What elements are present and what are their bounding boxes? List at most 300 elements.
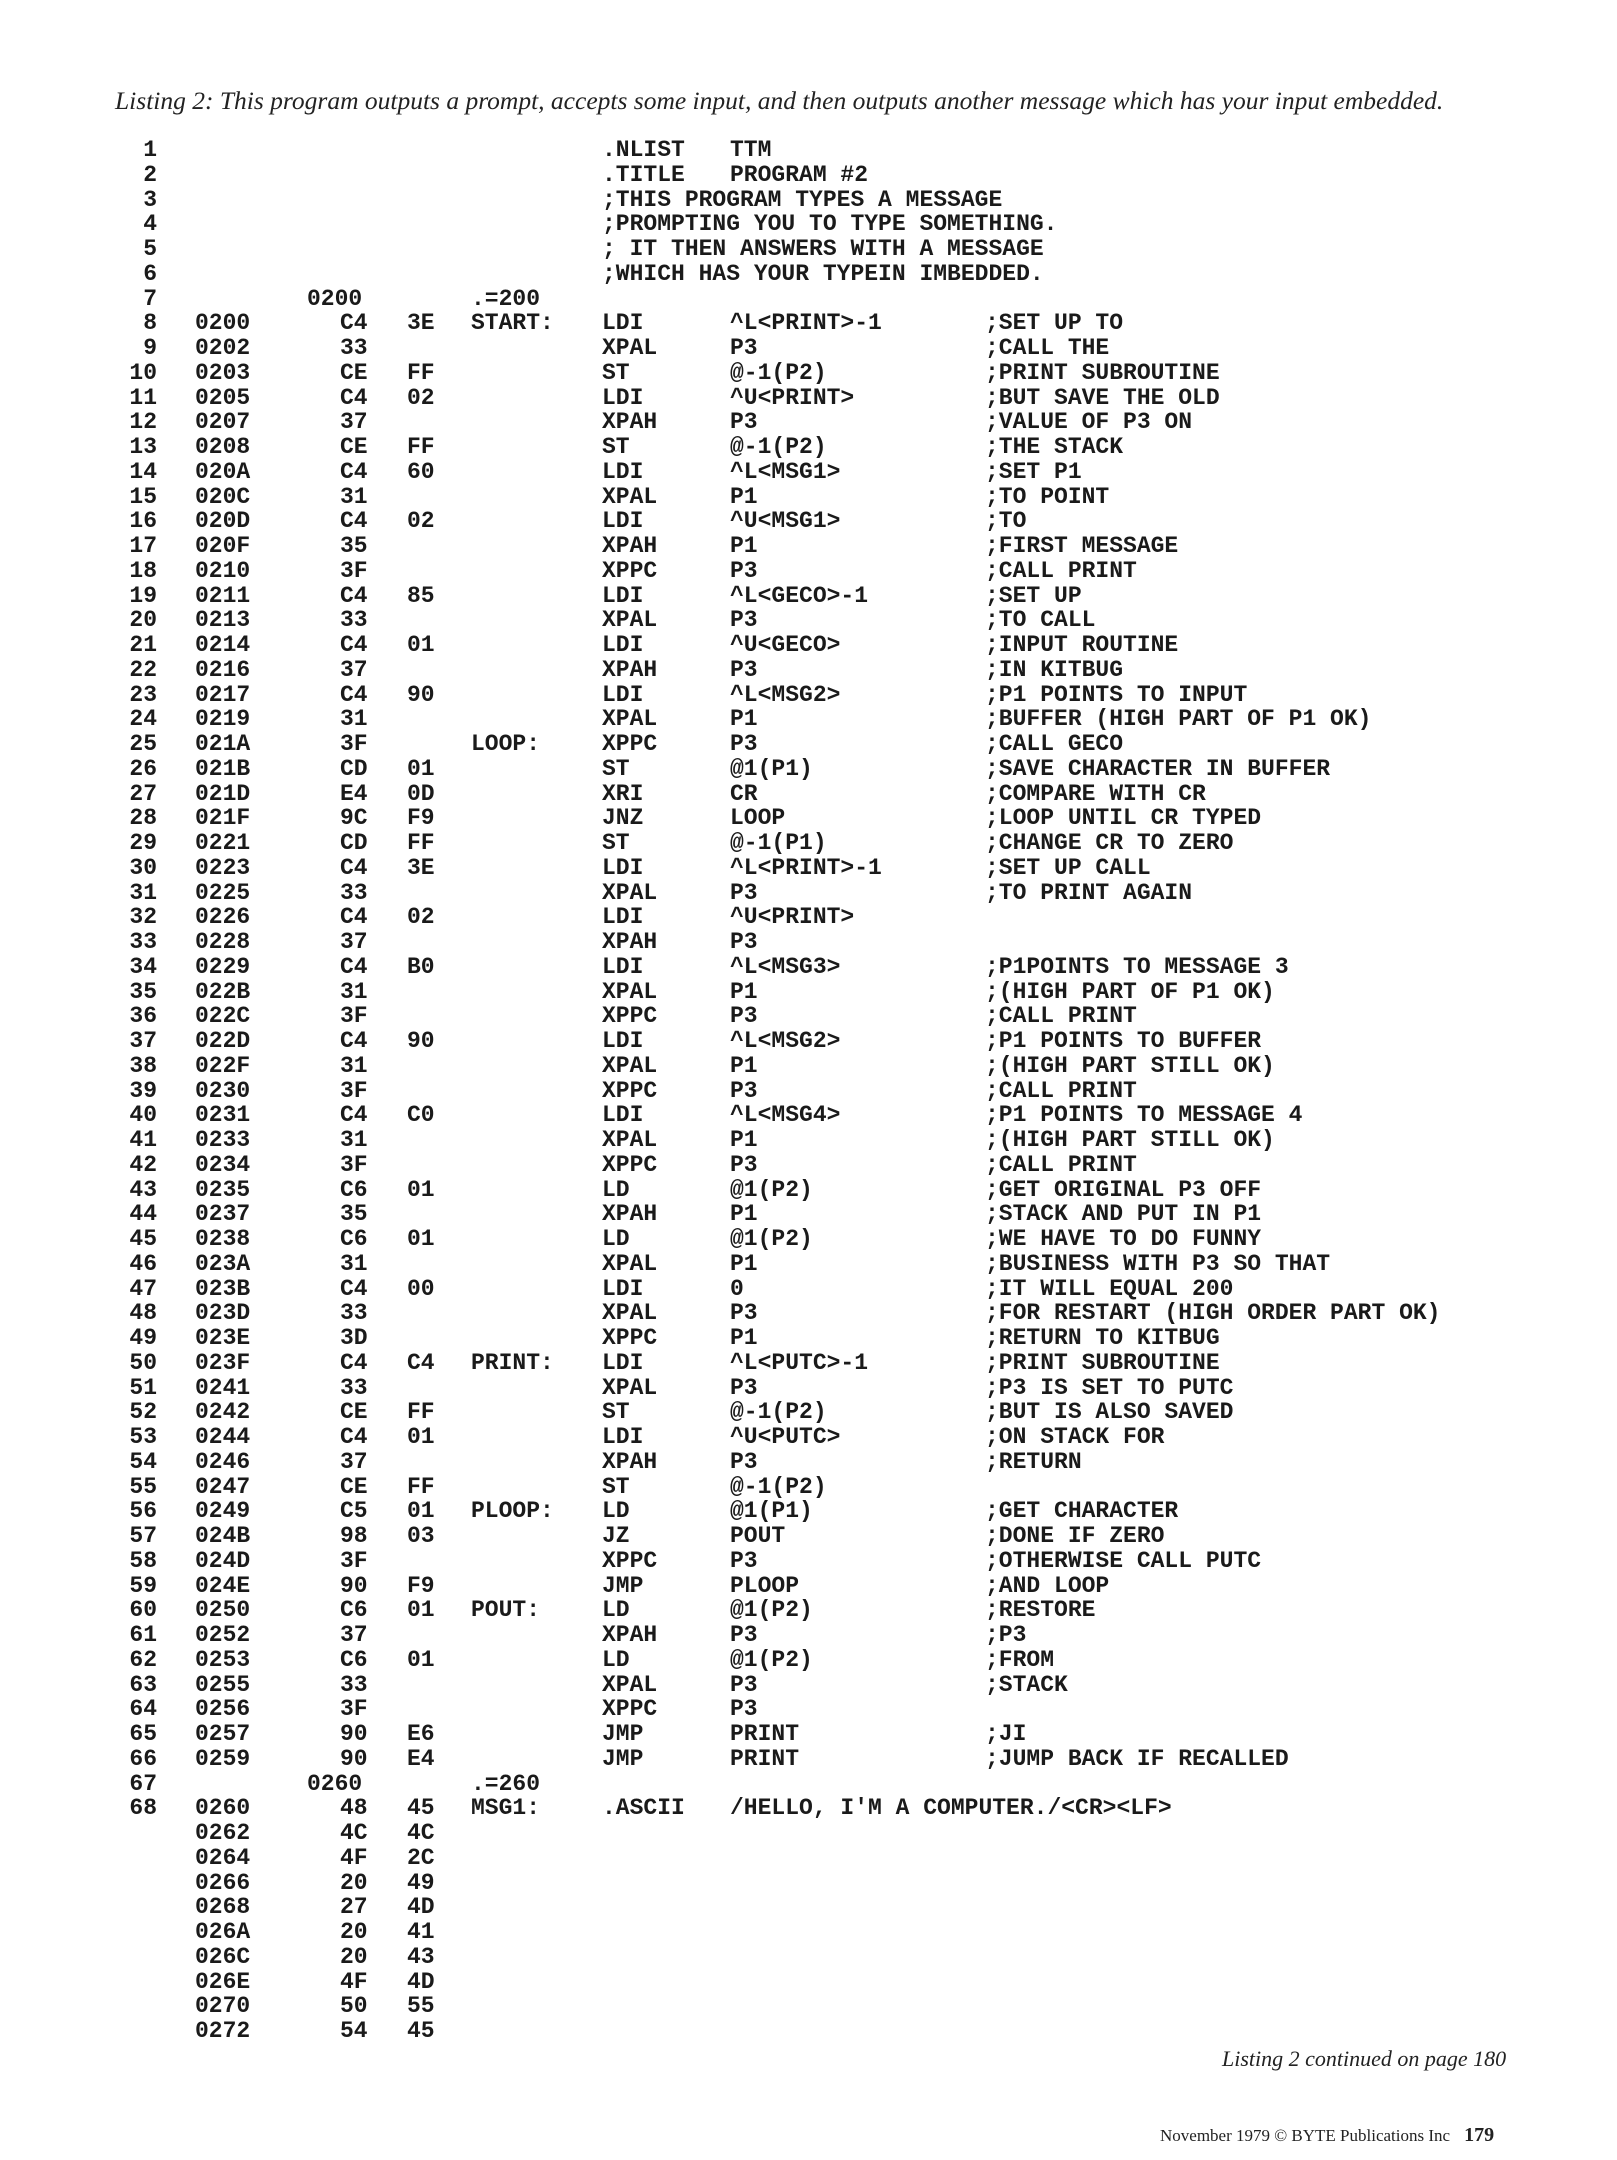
operand: @1(P2) xyxy=(730,1646,813,1673)
comment: ;CHANGE CR TO ZERO xyxy=(985,830,1234,856)
address: 0210 xyxy=(195,557,251,584)
line-number: 36 xyxy=(129,1003,157,1030)
operand: PLOOP xyxy=(730,1572,800,1599)
address: 0266 xyxy=(195,1869,251,1896)
byte-1: C4 xyxy=(340,508,368,535)
opcode: XPPC xyxy=(602,731,658,757)
byte-2: 2C xyxy=(407,1844,435,1871)
operand: P3 xyxy=(730,1077,758,1104)
operand: ^U<GECO> xyxy=(730,632,841,658)
byte-1: 3F xyxy=(340,557,368,584)
label: LOOP: xyxy=(471,731,541,757)
comment: ;(HIGH PART OF P1 OK) xyxy=(985,978,1275,1005)
byte-1: 37 xyxy=(340,409,368,436)
operand: P3 xyxy=(730,409,758,436)
comment: ;IT WILL EQUAL 200 xyxy=(985,1275,1234,1302)
address: 022B xyxy=(195,978,251,1005)
byte-1: CE xyxy=(340,1473,368,1500)
address: 0247 xyxy=(195,1473,251,1500)
comment: ;THE STACK xyxy=(985,434,1124,460)
line-number: 45 xyxy=(129,1226,157,1252)
operand: ^L<MSG2> xyxy=(730,1028,841,1054)
operand: ^L<MSG1> xyxy=(730,458,841,485)
opcode: LDI xyxy=(602,1349,644,1376)
comment: ;FOR RESTART (HIGH ORDER PART OK) xyxy=(985,1300,1441,1327)
byte-1: 3F xyxy=(340,1547,368,1574)
byte-2: FF xyxy=(407,1399,435,1426)
opcode: LDI xyxy=(602,1102,644,1129)
address: 022F xyxy=(195,1052,251,1079)
operand: ^L<PUTC>-1 xyxy=(730,1349,869,1376)
opcode: XPPC xyxy=(602,1151,658,1178)
opcode: XPAL xyxy=(602,1374,658,1401)
opcode: XPAH xyxy=(602,656,658,683)
comment: ;CALL THE xyxy=(985,335,1110,361)
byte-1: C4 xyxy=(340,632,368,658)
page-footer xyxy=(1160,2124,1494,2147)
line-number: 7 xyxy=(143,285,157,312)
byte-1: 4F xyxy=(340,1968,368,1995)
comment: ;JUMP BACK IF RECALLED xyxy=(985,1745,1289,1772)
byte-2: 01 xyxy=(407,1176,435,1203)
operand: @-1(P2) xyxy=(730,359,827,386)
byte-2: 01 xyxy=(407,632,435,658)
line-number: 46 xyxy=(129,1250,157,1277)
byte-1: CD xyxy=(340,830,368,856)
opcode: XPAL xyxy=(602,1127,658,1153)
address: 026A xyxy=(195,1919,251,1945)
line-number: 21 xyxy=(129,632,157,658)
byte-2: 01 xyxy=(407,1226,435,1252)
address: 022D xyxy=(195,1028,251,1054)
byte-1: 35 xyxy=(340,1201,368,1228)
line-number: 3 xyxy=(143,186,157,213)
opcode: LDI xyxy=(602,1424,644,1450)
comment: ;P3 IS SET TO PUTC xyxy=(985,1374,1234,1401)
byte-2: 3E xyxy=(407,310,435,337)
operand: @1(P1) xyxy=(730,1498,813,1525)
byte-2: 02 xyxy=(407,904,435,931)
address: 023F xyxy=(195,1349,251,1376)
label: POUT: xyxy=(471,1597,541,1624)
operand: P3 xyxy=(730,1003,758,1030)
byte-2: 03 xyxy=(407,1523,435,1549)
address: 021D xyxy=(195,780,251,807)
byte-2: 01 xyxy=(407,1498,435,1525)
comment: ;FIRST MESSAGE xyxy=(985,533,1179,559)
opcode: XPAL xyxy=(602,335,658,361)
line-number: 68 xyxy=(129,1795,157,1822)
opcode: LDI xyxy=(602,310,644,337)
address: 0260 xyxy=(195,1795,251,1822)
operand: ^U<MSG1> xyxy=(730,508,841,535)
byte-1: CE xyxy=(340,1399,368,1426)
byte-1: C4 xyxy=(340,904,368,931)
byte-1: 31 xyxy=(340,706,368,733)
operand: @-1(P1) xyxy=(730,830,827,856)
comment: ;SET UP TO xyxy=(985,310,1124,337)
line-number: 62 xyxy=(129,1646,157,1673)
byte-1: C4 xyxy=(340,1028,368,1054)
address: 0256 xyxy=(195,1696,251,1723)
byte-1: 31 xyxy=(340,978,368,1005)
line-number: 5 xyxy=(143,236,157,262)
operand: P3 xyxy=(730,1671,758,1698)
byte-2: FF xyxy=(407,434,435,460)
byte-2: 45 xyxy=(407,1795,435,1822)
line-number: 27 xyxy=(129,780,157,807)
operand: TTM xyxy=(730,137,772,163)
address: 023B xyxy=(195,1275,251,1302)
byte-2: 0D xyxy=(407,780,435,807)
address: 020F xyxy=(195,533,251,559)
operand: POUT xyxy=(730,1523,786,1549)
line-number: 25 xyxy=(129,731,157,757)
opcode: ST xyxy=(602,830,630,856)
line-number: 54 xyxy=(129,1448,157,1475)
line-number: 48 xyxy=(129,1300,157,1327)
byte-1: 4C xyxy=(340,1820,368,1846)
opcode: .NLIST xyxy=(602,137,685,163)
byte-1: 20 xyxy=(340,1943,368,1970)
byte-1: 37 xyxy=(340,1622,368,1648)
byte-2: E4 xyxy=(407,1745,435,1772)
comment: ;P3 xyxy=(985,1622,1027,1648)
operand: P1 xyxy=(730,533,758,559)
byte-1: 20 xyxy=(340,1919,368,1945)
comment: ;GET CHARACTER xyxy=(985,1498,1179,1525)
operand: ^L<GECO>-1 xyxy=(730,582,869,609)
address: 022C xyxy=(195,1003,251,1030)
comment: ;SAVE CHARACTER IN BUFFER xyxy=(985,755,1331,782)
byte-2: F9 xyxy=(407,805,435,832)
byte-2: 90 xyxy=(407,681,435,708)
opcode: LDI xyxy=(602,904,644,931)
line-number: 57 xyxy=(129,1523,157,1549)
operand: P1 xyxy=(730,1250,758,1277)
comment: ;TO xyxy=(985,508,1027,535)
operand: P3 xyxy=(730,1300,758,1327)
opcode: LDI xyxy=(602,458,644,485)
operand: ^U<PUTC> xyxy=(730,1424,841,1450)
line-number: 13 xyxy=(129,434,157,460)
line-number: 53 xyxy=(129,1424,157,1450)
byte-1: 3F xyxy=(340,731,368,757)
operand: 0 xyxy=(730,1275,744,1302)
address: 021B xyxy=(195,755,251,782)
address: 0203 xyxy=(195,359,251,386)
line-number: 11 xyxy=(129,384,157,411)
opcode: ;PROMPTING YOU TO TYPE SOMETHING. xyxy=(602,211,1058,238)
address: 020A xyxy=(195,458,251,485)
comment: ;RESTORE xyxy=(985,1597,1096,1624)
comment: ;TO POINT xyxy=(985,483,1110,510)
line-number: 23 xyxy=(129,681,157,708)
line-number: 43 xyxy=(129,1176,157,1203)
comment: ;RETURN TO KITBUG xyxy=(985,1325,1220,1351)
comment: ;P1POINTS TO MESSAGE 3 xyxy=(985,953,1289,980)
operand: P1 xyxy=(730,1325,758,1351)
opcode: XPAL xyxy=(602,978,658,1005)
byte-1: 20 xyxy=(340,1869,368,1896)
line-number: 51 xyxy=(129,1374,157,1401)
opcode: XPAL xyxy=(602,483,658,510)
operand: P3 xyxy=(730,607,758,634)
address: 024D xyxy=(195,1547,251,1574)
comment: ;BUT IS ALSO SAVED xyxy=(985,1399,1234,1426)
byte-1: 3F xyxy=(340,1077,368,1104)
byte-1: C4 xyxy=(340,384,368,411)
address: 0219 xyxy=(195,706,251,733)
line-number: 24 xyxy=(129,706,157,733)
opcode: ST xyxy=(602,755,630,782)
byte-2: 00 xyxy=(407,1275,435,1302)
label: .=200 xyxy=(471,285,541,312)
byte-1: 4F xyxy=(340,1844,368,1871)
byte-1: 90 xyxy=(340,1721,368,1747)
address: 0241 xyxy=(195,1374,251,1401)
comment: ;BUT SAVE THE OLD xyxy=(985,384,1220,411)
address: 0226 xyxy=(195,904,251,931)
address: 0250 xyxy=(195,1597,251,1624)
address: 0216 xyxy=(195,656,251,683)
byte-2: F9 xyxy=(407,1572,435,1599)
operand: P3 xyxy=(730,656,758,683)
byte-1: C4 xyxy=(340,458,368,485)
opcode: XPPC xyxy=(602,1077,658,1104)
opcode: XPAH xyxy=(602,929,658,955)
comment: ;TO PRINT AGAIN xyxy=(985,879,1193,906)
comment: ;PRINT SUBROUTINE xyxy=(985,1349,1220,1376)
address: 0249 xyxy=(195,1498,251,1525)
operand: P1 xyxy=(730,1127,758,1153)
byte-1: 37 xyxy=(340,656,368,683)
byte-2: 3E xyxy=(407,854,435,881)
opcode: JNZ xyxy=(602,805,644,832)
address: 023E xyxy=(195,1325,251,1351)
address: 0262 xyxy=(195,1820,251,1846)
address: 0229 xyxy=(195,953,251,980)
line-number: 10 xyxy=(129,359,157,386)
comment: ;SET UP xyxy=(985,582,1082,609)
address: 0257 xyxy=(195,1721,251,1747)
byte-1: 33 xyxy=(340,1374,368,1401)
opcode: XPAL xyxy=(602,607,658,634)
operand: LOOP xyxy=(730,805,786,832)
line-number: 42 xyxy=(129,1151,157,1178)
byte-1: 3D xyxy=(340,1325,368,1351)
address: 0255 xyxy=(195,1671,251,1698)
address: 0207 xyxy=(195,409,251,436)
address: 0272 xyxy=(195,2018,251,2044)
opcode: XRI xyxy=(602,780,644,807)
operand: ^L<PRINT>-1 xyxy=(730,310,882,337)
byte-1: 54 xyxy=(340,2018,368,2044)
byte-2: E6 xyxy=(407,1721,435,1747)
line-number: 12 xyxy=(129,409,157,436)
operand: PRINT xyxy=(730,1745,800,1772)
address: 0264 xyxy=(195,1844,251,1871)
byte-1: 31 xyxy=(340,1250,368,1277)
byte-1: C6 xyxy=(340,1226,368,1252)
byte-1: E4 xyxy=(340,780,368,807)
comment: ;PRINT SUBROUTINE xyxy=(985,359,1220,386)
byte-2: FF xyxy=(407,830,435,856)
operand: @-1(P2) xyxy=(730,1473,827,1500)
address: 0234 xyxy=(195,1151,251,1178)
label: PRINT: xyxy=(471,1349,554,1376)
operand: @-1(P2) xyxy=(730,434,827,460)
line-number: 2 xyxy=(143,161,157,188)
address: 026C xyxy=(195,1943,251,1970)
address: 0223 xyxy=(195,854,251,881)
opcode: LD xyxy=(602,1646,630,1673)
line-number: 34 xyxy=(129,953,157,980)
line-number: 56 xyxy=(129,1498,157,1525)
byte-1: 50 xyxy=(340,1993,368,2020)
comment: ;CALL PRINT xyxy=(985,557,1137,584)
address: 026E xyxy=(195,1968,251,1995)
comment: ;OTHERWISE CALL PUTC xyxy=(985,1547,1262,1574)
line-number: 8 xyxy=(143,310,157,337)
comment: ;STACK xyxy=(985,1671,1068,1698)
comment: ;LOOP UNTIL CR TYPED xyxy=(985,805,1262,832)
byte-1: 31 xyxy=(340,483,368,510)
comment: ;P1 POINTS TO INPUT xyxy=(985,681,1248,708)
byte-1: 33 xyxy=(340,607,368,634)
line-number: 52 xyxy=(129,1399,157,1426)
continued-note: Listing 2 continued on page 180 xyxy=(1222,2046,1507,2071)
byte-1: CD xyxy=(340,755,368,782)
byte-2: B0 xyxy=(407,953,435,980)
byte-2: 01 xyxy=(407,1424,435,1450)
operand: P3 xyxy=(730,335,758,361)
operand: P3 xyxy=(730,1547,758,1574)
operand: P3 xyxy=(730,1696,758,1723)
opcode: .TITLE xyxy=(602,161,685,188)
byte-1: 48 xyxy=(340,1795,368,1822)
comment: ;SET P1 xyxy=(985,458,1082,485)
byte-1: 31 xyxy=(340,1052,368,1079)
byte-2: FF xyxy=(407,359,435,386)
line-number: 33 xyxy=(129,929,157,955)
opcode: XPAL xyxy=(602,1052,658,1079)
address: 0252 xyxy=(195,1622,251,1648)
line-number: 4 xyxy=(143,211,157,238)
opcode: LDI xyxy=(602,1028,644,1054)
line-number: 16 xyxy=(129,508,157,535)
operand: P3 xyxy=(730,879,758,906)
address: 0213 xyxy=(195,607,251,634)
opcode: JZ xyxy=(602,1523,630,1549)
operand: P3 xyxy=(730,1622,758,1648)
byte-2: 01 xyxy=(407,1597,435,1624)
byte-1: 3F xyxy=(340,1151,368,1178)
opcode: XPAH xyxy=(602,409,658,436)
operand: @1(P2) xyxy=(730,1226,813,1252)
line-number: 26 xyxy=(129,755,157,782)
line-number: 65 xyxy=(129,1721,157,1747)
line-number: 37 xyxy=(129,1028,157,1054)
address: 0237 xyxy=(195,1201,251,1228)
byte-2: 85 xyxy=(407,582,435,609)
line-number: 9 xyxy=(143,335,157,361)
operand: ^U<PRINT> xyxy=(730,904,855,931)
opcode: LD xyxy=(602,1498,630,1525)
opcode: XPPC xyxy=(602,557,658,584)
line-number: 29 xyxy=(129,830,157,856)
opcode: LDI xyxy=(602,854,644,881)
address: 0270 xyxy=(195,1993,251,2020)
byte-1: 33 xyxy=(340,1671,368,1698)
address: 0235 xyxy=(195,1176,251,1203)
line-number: 28 xyxy=(129,805,157,832)
line-number: 44 xyxy=(129,1201,157,1228)
comment: ;CALL PRINT xyxy=(985,1077,1137,1104)
line-number: 15 xyxy=(129,483,157,510)
comment: ;AND LOOP xyxy=(985,1572,1110,1599)
opcode: XPPC xyxy=(602,1003,658,1030)
opcode: ; IT THEN ANSWERS WITH A MESSAGE xyxy=(602,236,1044,262)
byte-1: C4 xyxy=(340,854,368,881)
line-number: 1 xyxy=(143,137,157,163)
comment: ;BUSINESS WITH P3 SO THAT xyxy=(985,1250,1331,1277)
byte-1: 33 xyxy=(340,879,368,906)
address: 0253 xyxy=(195,1646,251,1673)
opcode: ;THIS PROGRAM TYPES A MESSAGE xyxy=(602,186,1003,213)
line-number: 6 xyxy=(143,260,157,287)
operand: P1 xyxy=(730,483,758,510)
address: 0233 xyxy=(195,1127,251,1153)
operand: CR xyxy=(730,780,758,807)
address: 024B xyxy=(195,1523,251,1549)
opcode: LDI xyxy=(602,508,644,535)
byte-1: C4 xyxy=(340,681,368,708)
address: 0244 xyxy=(195,1424,251,1450)
opcode: XPAL xyxy=(602,1671,658,1698)
byte-2: 02 xyxy=(407,508,435,535)
operand: P3 xyxy=(730,1448,758,1475)
byte-2: C0 xyxy=(407,1102,435,1129)
byte-1: 33 xyxy=(340,1300,368,1327)
opcode: XPAL xyxy=(602,1250,658,1277)
listing-caption: Listing 2: This program outputs a prompt, accepts some input, and then outputs another message which has your input embedded. xyxy=(115,86,1444,115)
line-number: 20 xyxy=(129,607,157,634)
line-number: 39 xyxy=(129,1077,157,1104)
byte-1: C4 xyxy=(340,1424,368,1450)
line-number: 61 xyxy=(129,1622,157,1648)
byte-1: C6 xyxy=(340,1176,368,1203)
label: .=260 xyxy=(471,1770,541,1797)
operand: ^L<MSG2> xyxy=(730,681,841,708)
byte-1: C4 xyxy=(340,953,368,980)
comment: ;WE HAVE TO DO FUNNY xyxy=(985,1226,1262,1252)
address: 0268 xyxy=(195,1894,251,1921)
comment: ;TO CALL xyxy=(985,607,1096,634)
line-number: 66 xyxy=(129,1745,157,1772)
byte-1: C4 xyxy=(340,582,368,609)
address: 0202 xyxy=(195,335,251,361)
comment: ;CALL GECO xyxy=(985,731,1124,757)
comment: ;STACK AND PUT IN P1 xyxy=(985,1201,1262,1228)
line-number: 22 xyxy=(129,656,157,683)
opcode: ;WHICH HAS YOUR TYPEIN IMBEDDED. xyxy=(602,260,1044,287)
line-number: 14 xyxy=(129,458,157,485)
byte-1: 90 xyxy=(340,1572,368,1599)
address: 0221 xyxy=(195,830,251,856)
address: 021A xyxy=(195,731,251,757)
opcode: JMP xyxy=(602,1745,644,1772)
